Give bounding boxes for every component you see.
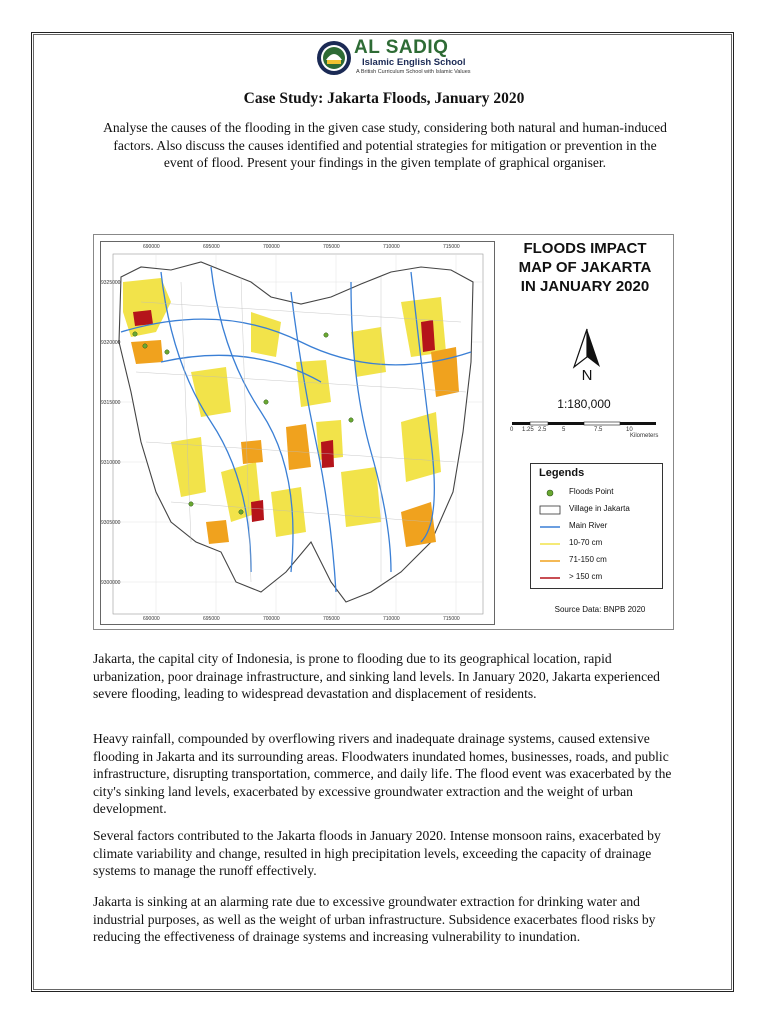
school-tagline: A British Curriculum School with Islamic Values bbox=[356, 69, 471, 75]
legend-title: Legends bbox=[539, 467, 585, 479]
map-x-coordinate: 695000 bbox=[203, 244, 220, 250]
page-title: Case Study: Jakarta Floods, January 2020 bbox=[243, 90, 525, 107]
legend-item bbox=[537, 520, 662, 534]
map-x-coordinate: 690000 bbox=[143, 616, 160, 622]
map-x-coordinate: 705000 bbox=[323, 244, 340, 250]
flood-map-panel bbox=[100, 241, 495, 625]
scale-tick: 1.25 bbox=[522, 427, 534, 433]
legend-item bbox=[537, 554, 662, 568]
scale-tick: 5 bbox=[562, 427, 566, 433]
main-river-icon bbox=[539, 522, 561, 532]
map-scale: 1:180,000 bbox=[557, 397, 611, 411]
legend-label: Village in Jakarta bbox=[569, 504, 630, 513]
map-y-coordinate: 9310000 bbox=[101, 460, 121, 466]
map-x-coordinate: 695000 bbox=[203, 616, 220, 622]
school-name: AL SADIQ bbox=[354, 37, 449, 58]
legend-label: Floods Point bbox=[569, 487, 614, 496]
depth-low-icon bbox=[539, 539, 561, 549]
map-x-coordinate: 710000 bbox=[383, 616, 400, 622]
map-x-coordinate: 705000 bbox=[323, 616, 340, 622]
map-x-coordinate: 690000 bbox=[143, 244, 160, 250]
school-subtitle: Islamic English School bbox=[362, 57, 466, 68]
scale-unit: Kilometers bbox=[630, 433, 659, 439]
legend-label: 10-70 cm bbox=[569, 538, 603, 547]
map-y-coordinate: 9305000 bbox=[101, 520, 121, 526]
legend-item bbox=[537, 503, 662, 517]
jakarta-flood-map-icon bbox=[101, 242, 494, 624]
scale-tick: 10 bbox=[626, 427, 633, 433]
map-legend bbox=[530, 463, 663, 589]
map-source: Source Data: BNPB 2020 bbox=[554, 605, 646, 614]
depth-high-icon bbox=[539, 573, 561, 583]
scale-tick: 7.5 bbox=[594, 427, 603, 433]
map-title-line: FLOODS IMPACT bbox=[523, 240, 647, 257]
map-x-coordinate: 700000 bbox=[263, 244, 280, 250]
map-y-coordinate: 9325000 bbox=[101, 280, 121, 286]
paragraph-subsidence: Jakarta is sinking at an alarming rate due to excessive groundwater extraction for drinking water and industrial purposes, as well as the weight of urban infrastructure. Subsidence exacerbates flood risks by reducing the effectiveness of drainage systems and increasing vulnerability to inundation. bbox=[93, 894, 656, 945]
legend-label: 71-150 cm bbox=[569, 555, 607, 564]
village-boundary-icon bbox=[539, 505, 561, 515]
map-title bbox=[499, 239, 671, 296]
scale-tick: 0 bbox=[510, 427, 514, 433]
map-y-coordinate: 9315000 bbox=[101, 400, 121, 406]
school-logo bbox=[316, 38, 476, 80]
depth-medium-icon bbox=[539, 556, 561, 566]
scale-tick: 2.5 bbox=[538, 427, 547, 433]
flood-point-icon bbox=[539, 488, 561, 498]
paragraph-factors: Several factors contributed to the Jakarta floods in January 2020. Intense monsoon rains, exacerbated by climate variability and change, resulted in high precipitation levels, exceeding the capacity of drainage systems to manage the runoff effectively. bbox=[93, 828, 661, 879]
map-x-coordinate: 715000 bbox=[443, 616, 460, 622]
legend-item bbox=[537, 537, 662, 551]
task-instructions: Analyse the causes of the flooding in the given case study, considering both natural and human-induced factors. Also discuss the causes identified and potential strategies for mitigation or prevention in the event of flood. Present your findings in the given template of graphical organiser. bbox=[103, 120, 667, 171]
scale-bar-icon bbox=[510, 421, 670, 429]
map-x-coordinate: 700000 bbox=[263, 616, 280, 622]
map-title-line: MAP OF JAKARTA bbox=[518, 259, 652, 276]
flood-map-figure bbox=[93, 234, 674, 630]
map-x-coordinate: 710000 bbox=[383, 244, 400, 250]
legend-label: > 150 cm bbox=[569, 572, 603, 581]
map-y-coordinate: 9320000 bbox=[101, 340, 121, 346]
map-x-coordinate: 715000 bbox=[443, 244, 460, 250]
map-title-line: IN JANUARY 2020 bbox=[520, 278, 650, 295]
school-seal-icon bbox=[316, 40, 352, 76]
legend-item bbox=[537, 571, 662, 585]
paragraph-intro: Jakarta, the capital city of Indonesia, is prone to flooding due to its geographical location, rapid urbanization, poor drainage infrastructure, and sinking land levels. In January 2020, Jakarta experienced severe flooding, leading to widespread devastation and displacement of residents. bbox=[93, 651, 660, 702]
map-y-coordinate: 9300000 bbox=[101, 580, 121, 586]
north-label: N bbox=[581, 367, 593, 384]
paragraph-impact: Heavy rainfall, compounded by overflowing rivers and inadequate drainage systems, caused extensive flooding in Jakarta and its surrounding areas. Floodwaters inundated homes, businesses, roads, and public infrastructure, disrupting transportation, commerce, and daily life. The flood event was exacerbated by the city's sinking land levels, exacerbated by excessive groundwater extraction and the weight of urban development. bbox=[93, 731, 672, 817]
scale-bar bbox=[510, 421, 670, 441]
legend-label: Main River bbox=[569, 521, 608, 530]
legend-item bbox=[537, 486, 662, 500]
